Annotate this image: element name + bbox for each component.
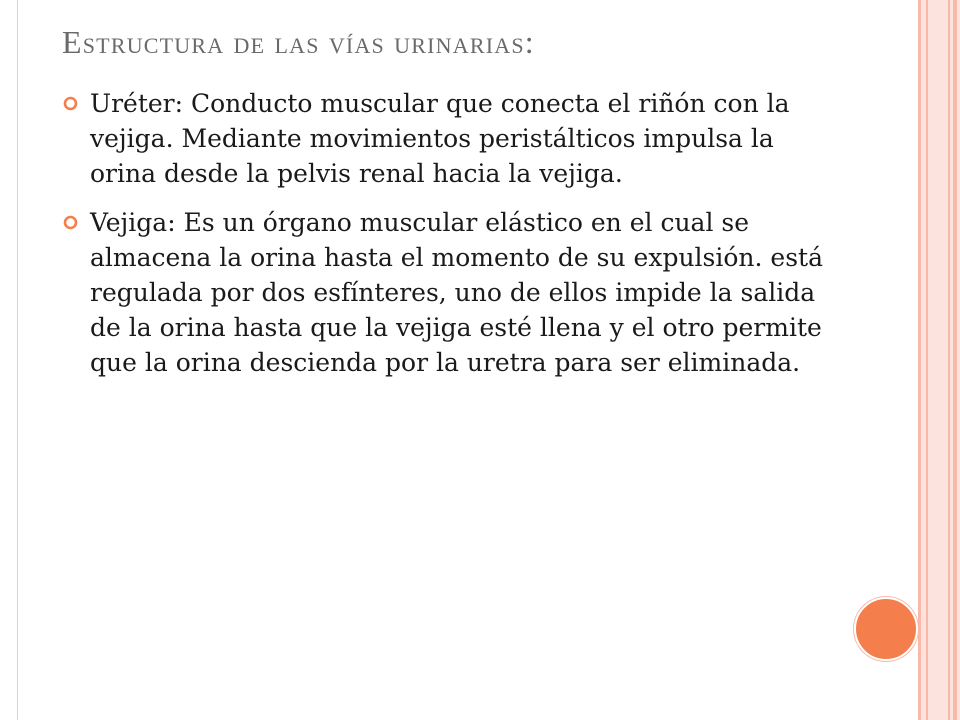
right-stripe-line	[918, 0, 921, 720]
ring-bullet-icon	[62, 95, 79, 112]
decorative-circle	[854, 597, 918, 661]
bullet-text: Vejiga: Es un órgano muscular elástico en el cual se almacena la orina hasta el momento de su expulsión. está regulada por dos esfínteres, uno de ellos impide la salida de la orina hasta que la vejiga esté llena y el otro permite que la orina descienda por la uretra para ser eliminada.	[90, 208, 823, 377]
right-stripe-line	[953, 0, 957, 720]
right-stripe-line	[926, 0, 928, 720]
right-stripe-line	[948, 0, 950, 720]
left-border-rule	[17, 0, 18, 720]
bullet-text: Uréter: Conducto muscular que conecta el riñón con la vejiga. Mediante movimientos peristálticos impulsa la orina desde la pelvis renal hacia la vejiga.	[90, 89, 790, 188]
bullet-list	[62, 86, 842, 394]
ring-bullet-icon	[62, 214, 79, 231]
bullet-item	[62, 86, 842, 191]
bullet-item	[62, 205, 842, 380]
slide-title: Estructura de las vías urinarias:	[62, 24, 535, 60]
